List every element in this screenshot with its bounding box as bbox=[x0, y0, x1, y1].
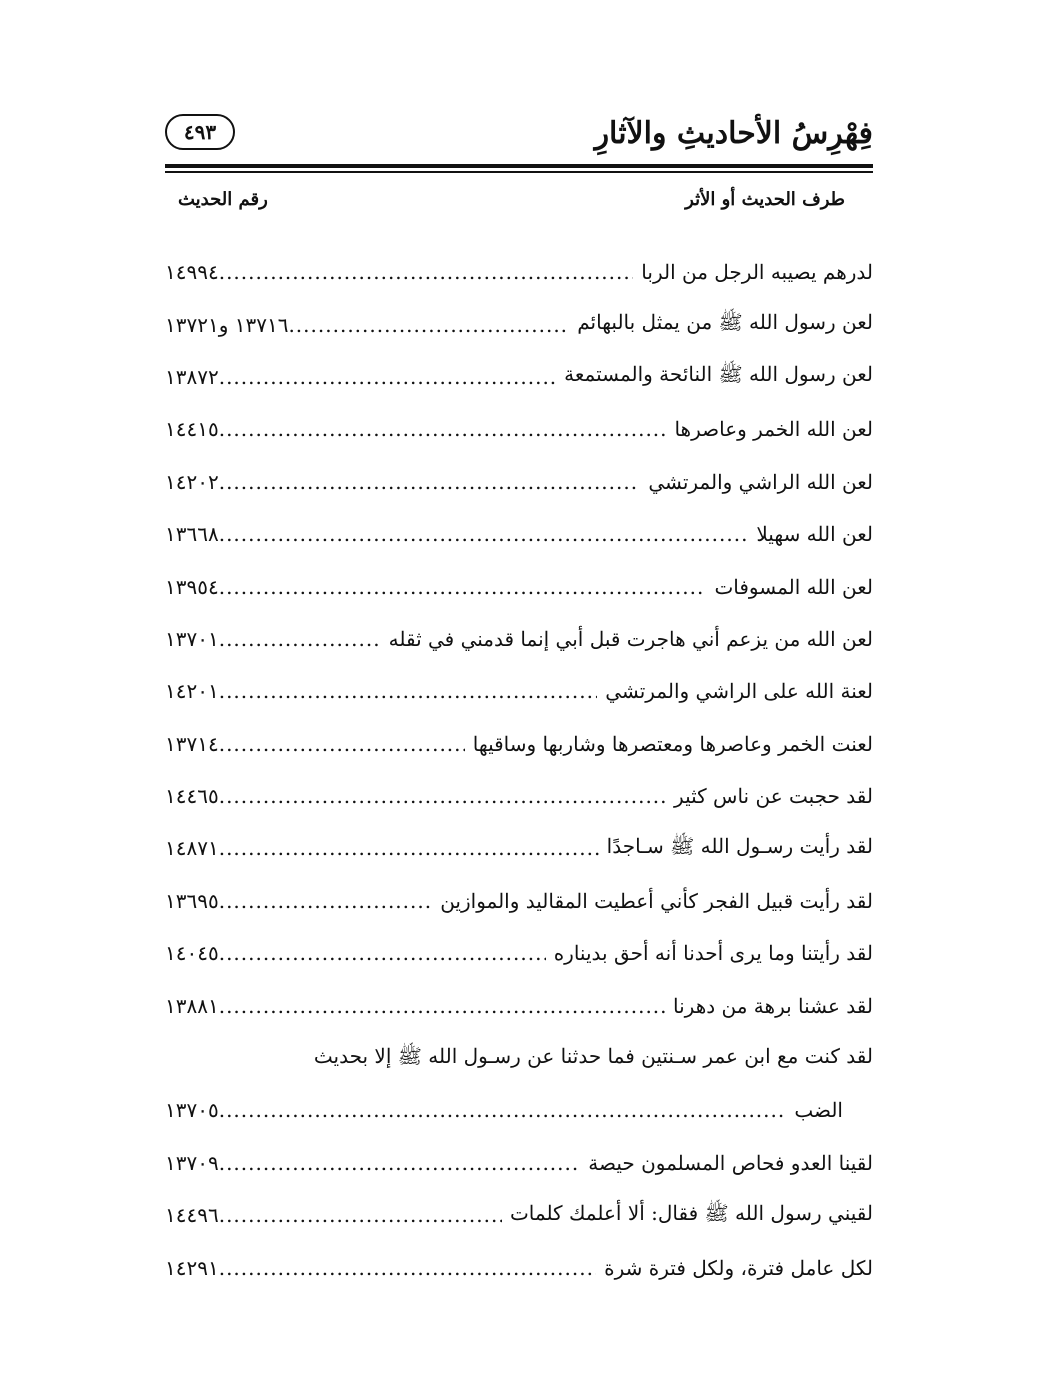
entry-number: ١٤٢٩١ bbox=[165, 1255, 219, 1280]
leader-dots bbox=[219, 260, 634, 284]
entry-number: ١٣٧١٦ و١٣٧٢١ bbox=[165, 312, 289, 337]
index-entry-continuation bbox=[165, 1084, 873, 1136]
entry-number: ١٣٧١٤ bbox=[165, 731, 219, 756]
entry-text: لعنة الله على الراشي والمرتشي bbox=[605, 679, 873, 704]
entry-text: لعن الله المسوفات bbox=[714, 574, 873, 599]
entry-number: ١٣٦٦٨ bbox=[165, 522, 219, 547]
leader-dots bbox=[219, 994, 665, 1018]
entry-text: لقد رأيت قبيل الفجر كأني أعطيت المقاليد والموازين bbox=[440, 888, 873, 913]
entry-text: لقينا العدو فحاص المسلمون حيصة bbox=[588, 1150, 873, 1175]
index-entry bbox=[165, 927, 873, 979]
leader-dots bbox=[219, 836, 599, 860]
entry-number: ١٣٩٥٤ bbox=[165, 574, 219, 599]
entry-number: ١٣٧٠٩ bbox=[165, 1150, 219, 1175]
leader-dots bbox=[219, 941, 546, 965]
entry-text: لعنت الخمر وعاصرها ومعتصرها وشاربها وساقيها bbox=[472, 731, 873, 756]
entry-text: لعن الله الخمر وعاصرها bbox=[674, 417, 873, 442]
index-entry bbox=[165, 1241, 873, 1293]
entry-number: ١٣٨٨١ bbox=[165, 993, 219, 1018]
entry-text: لعن رسول الله ﷺ النائحة والمستمعة bbox=[564, 362, 873, 387]
leader-dots bbox=[219, 522, 749, 546]
index-entry bbox=[165, 560, 873, 612]
entry-number: ١٤٠٤٥ bbox=[165, 941, 219, 966]
index-entry bbox=[165, 298, 873, 350]
entry-text: لدرهم يصيبه الرجل من الربا bbox=[641, 260, 873, 285]
entry-number: ١٤٤١٥ bbox=[165, 417, 219, 442]
column-heading-number: رقم الحديث bbox=[178, 189, 268, 210]
leader-dots bbox=[219, 1203, 502, 1227]
index-entry bbox=[165, 351, 873, 403]
entry-number: ١٤٢٠١ bbox=[165, 679, 219, 704]
leader-dots bbox=[219, 732, 465, 756]
entry-text: لكل عامل فترة، ولكل فترة شرة bbox=[604, 1255, 873, 1280]
entry-text: لقد رأيت رسـول الله ﷺ سـاجدًا bbox=[606, 833, 873, 858]
entry-number: ١٣٦٩٥ bbox=[165, 888, 219, 913]
index-entry-wrapped-start bbox=[165, 1032, 873, 1084]
column-heading-hadith: طرف الحديث أو الأثر bbox=[685, 189, 845, 210]
index-entry bbox=[165, 770, 873, 822]
leader-dots bbox=[219, 679, 597, 703]
page-title: فِهْرِسُ الأحاديثِ والآثارِ bbox=[594, 116, 873, 151]
entry-number: ١٣٧٠١ bbox=[165, 626, 219, 651]
index-entry bbox=[165, 1189, 873, 1241]
leader-dots bbox=[219, 575, 707, 599]
header-rule-thin bbox=[165, 171, 873, 173]
entry-text: لقيني رسول الله ﷺ فقال: ألا أعلمك كلمات bbox=[509, 1200, 873, 1225]
entry-number: ١٣٧٠٥ bbox=[165, 1098, 219, 1123]
entry-text: لقد كنت مع ابن عمر سـنتين فما حدثنا عن رسـول الله ﷺ إلا بحديث bbox=[313, 1043, 873, 1068]
entry-number: ١٤٩٩٤ bbox=[165, 260, 219, 285]
index-entry bbox=[165, 456, 873, 508]
index-entry bbox=[165, 979, 873, 1031]
header-rule-thick bbox=[165, 164, 873, 168]
index-entry bbox=[165, 822, 873, 874]
index-entry bbox=[165, 246, 873, 298]
index-entry bbox=[165, 403, 873, 455]
leader-dots bbox=[219, 365, 556, 389]
leader-dots bbox=[219, 1151, 581, 1175]
entry-number: ١٤٤٩٦ bbox=[165, 1203, 219, 1228]
leader-dots bbox=[219, 784, 666, 808]
entry-number: ١٤٤٦٥ bbox=[165, 784, 219, 809]
entry-text: لعن الله من يزعم أني هاجرت قبل أبي إنما قدمني في ثقله bbox=[388, 626, 873, 651]
entry-text: لعن الله سهيلا bbox=[756, 522, 873, 547]
index-entry bbox=[165, 665, 873, 717]
entry-text: الضب bbox=[794, 1098, 843, 1123]
index-entry bbox=[165, 613, 873, 665]
leader-dots bbox=[219, 1256, 596, 1280]
leader-dots bbox=[219, 417, 667, 441]
entry-text: لقد عشنا برهة من دهرنا bbox=[673, 993, 873, 1018]
entry-text: لقد رأيتنا وما يرى أحدنا أنه أحق بديناره bbox=[553, 941, 873, 966]
leader-dots bbox=[219, 1098, 787, 1122]
leader-dots bbox=[219, 889, 432, 913]
leader-dots bbox=[288, 313, 569, 337]
leader-dots bbox=[219, 470, 641, 494]
index-entries bbox=[165, 246, 873, 1294]
index-entry bbox=[165, 1137, 873, 1189]
entry-number: ١٤٨٧١ bbox=[165, 836, 219, 861]
index-entry bbox=[165, 508, 873, 560]
entry-number: ١٤٢٠٢ bbox=[165, 469, 219, 494]
index-entry bbox=[165, 875, 873, 927]
entry-text: لقد حجبت عن ناس كثير bbox=[674, 784, 873, 809]
entry-text: لعن الله الراشي والمرتشي bbox=[648, 469, 873, 494]
leader-dots bbox=[219, 627, 381, 651]
entry-text: لعن رسول الله ﷺ من يمثل بالبهائم bbox=[577, 310, 873, 335]
index-entry bbox=[165, 718, 873, 770]
entry-number: ١٣٨٧٢ bbox=[165, 364, 219, 389]
page-number-badge: ٤٩٣ bbox=[165, 114, 235, 150]
